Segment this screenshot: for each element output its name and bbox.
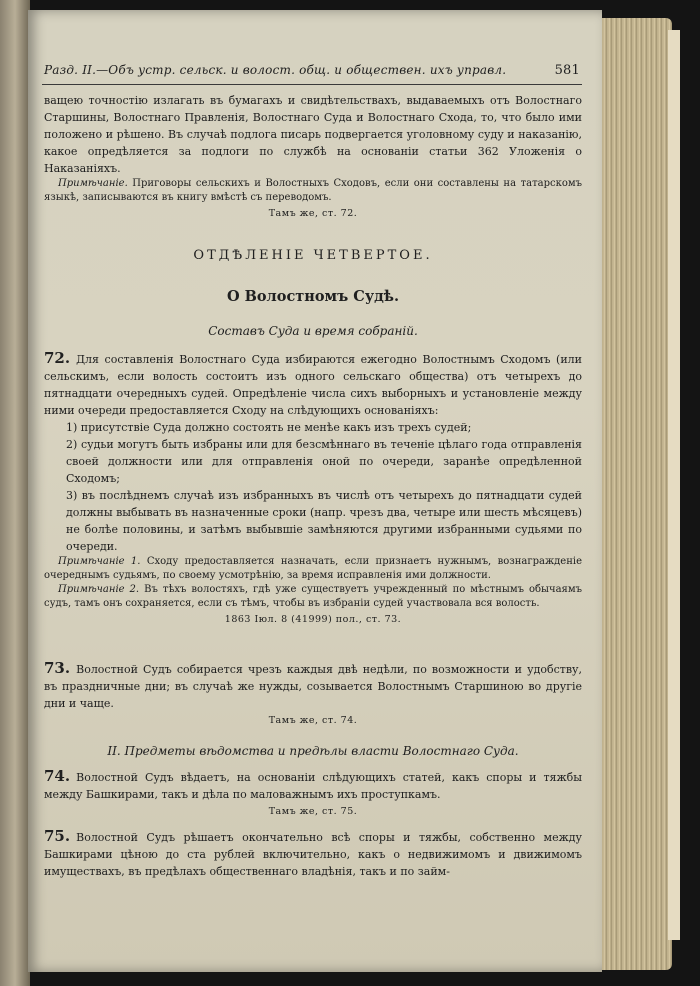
article-73-body: [44, 660, 582, 712]
section-heading: ОТДѢЛЕНІЕ ЧЕТВЕРТОЕ.: [193, 248, 433, 263]
book-page: [28, 10, 602, 972]
article-75-text: Волостной Судъ рѣшаетъ окончательно всѣ споры и тяжбы, собственно между Башкирами цѣною до ста рублей включительно, какъ о недвижимомъ и движимомъ имуществахъ, въ предѣлахъ общественнаго владѣнія, такъ и по займ-: [44, 831, 582, 878]
article-72: [44, 350, 582, 628]
article-74-text: Волостной Судъ вѣдаетъ, на основаніи слѣдующихъ статей, какъ споры и тяжбы между Башкирами, такъ и дѣла по маловажнымъ ихъ проступкамъ.: [44, 771, 582, 801]
article-72-note-2: [44, 583, 582, 611]
intro-paragraph: ващею точностію излагать въ бумагахъ и свидѣтельствахъ, выдаваемыхъ отъ Волостнаго Старшины, Волостнаго Правленія, Волостнаго Суда и Волостнаго Схода, то, что было ими положено и рѣшено. Въ случаѣ подлога писарь подвергается уголовному суду и наказанію, какое опредѣляется за подлоги по службѣ на основаніи статьи 362 Уложенія о Наказаніяхъ.: [44, 94, 582, 175]
article-72-item-2: 2) судьи могутъ быть избраны или для безсмѣннаго въ теченіе цѣлаго года отправленія своей должности или для отправленія оной по очереди, заранѣе опредѣленной Сходомъ;: [66, 438, 582, 485]
article-72-item-3: 3) въ послѣднемъ случаѣ изъ избранныхъ въ числѣ отъ четырехъ до пятнадцати судей должны выбывать въ назначенные сроки (напр. чрезъ два, четыре или шесть мѣсяцевъ) не болѣе половины, и затѣмъ выбывшіе замѣняются другими избранными судьями по очереди.: [66, 489, 582, 553]
intro-note-text: Приговоры сельскихъ и Волостныхъ Сходовъ, если они составлены на татарскомъ языкѣ, записываются въ книгу вмѣстѣ съ переводомъ.: [44, 178, 582, 203]
article-75-number: 75.: [44, 827, 71, 845]
note-2-label: Примѣчаніе 2.: [58, 584, 140, 595]
left-facing-page: [0, 0, 30, 986]
section-subtitle: Составъ Суда и время собраній.: [208, 324, 418, 338]
page-number: 581: [554, 63, 580, 78]
article-72-reference: 1863 Іюл. 8 (41999) пол., ст. 73.: [224, 614, 402, 625]
section-title: О Волостномъ Судѣ.: [226, 288, 400, 305]
note-1-label: Примѣчаніе 1.: [58, 556, 141, 567]
article-72-text: Для составленія Волостнаго Суда избираются ежегодно Волостнымъ Сходомъ (или сельскимъ, если волость состоитъ изъ одного сельскаго общества) отъ четырехъ до пятнадцати очередныхъ судей. Опредѣленіе числа сихъ выборныхъ и установленіе между ними очереди предоставляется Сходу на слѣдующихъ основаніяхъ:: [44, 353, 582, 417]
page-edges: [598, 18, 672, 970]
intro-note-label: Примѣчаніе.: [58, 178, 128, 189]
article-74-reference: Тамъ же, ст. 75.: [268, 806, 358, 817]
article-73: [44, 660, 582, 729]
article-74-body: [44, 768, 582, 803]
header-rule: [42, 84, 582, 85]
article-74-number: 74.: [44, 767, 71, 785]
article-75-body: [44, 828, 582, 880]
intro-note: [44, 177, 582, 205]
article-74: [44, 768, 582, 820]
note-2-text: Въ тѣхъ волостяхъ, гдѣ уже существуетъ учрежденный по мѣстнымъ обычаямъ судъ, тамъ онъ сохраняется, если съ тѣмъ, чтобы въ избраніи судей участвовала вся волость.: [44, 584, 582, 609]
article-72-note-1: [44, 555, 582, 583]
intro-block: [44, 92, 582, 222]
running-title: Разд. II.—Объ устр. сельск. и волост. общ. и обществен. ихъ управл.: [44, 63, 507, 77]
article-73-reference: Тамъ же, ст. 74.: [268, 715, 358, 726]
article-73-text: Волостной Судъ собирается чрезъ каждыя двѣ недѣли, по возможности и удобству, въ праздничные дни; въ случаѣ же нужды, созывается Волостнымъ Старшиною во другіе дни и чаще.: [44, 663, 582, 710]
page-edges-light: [668, 30, 680, 940]
article-72-number: 72.: [44, 349, 71, 367]
article-72-item-1: 1) присутствіе Суда должно состоять не менѣе какъ изъ трехъ судей;: [66, 421, 472, 434]
subsection-title: II. Предметы вѣдомства и предѣлы власти Волостнаго Суда.: [107, 744, 519, 758]
intro-reference: Тамъ же, ст. 72.: [268, 208, 358, 219]
article-72-body: [44, 350, 582, 419]
running-header: [44, 62, 580, 79]
article-73-number: 73.: [44, 659, 71, 677]
article-75: [44, 828, 582, 880]
note-1-text: Сходу предоставляется назначать, если признаетъ нужнымъ, вознагражденіе очереднымъ судьямъ, по своему усмотрѣнію, за время исправленія ими должности.: [44, 556, 582, 581]
